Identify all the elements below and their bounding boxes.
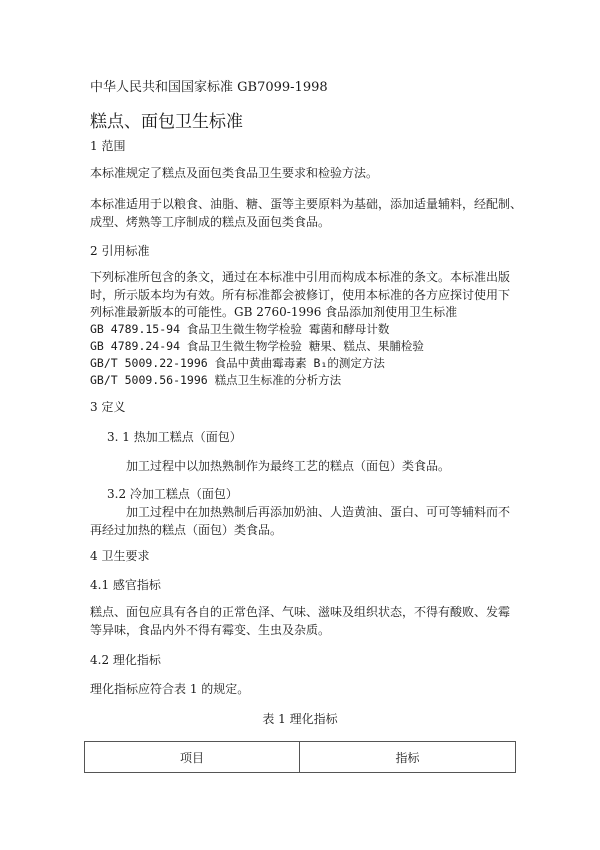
reference-item: GB 4789.15-94 食品卫生微生物学检验 霉菌和酵母计数 [90,322,390,336]
section-4-1-heading: 4.1 感官指标 [90,578,161,592]
section-3-heading: 3 定义 [90,400,126,414]
table-header-indicator: 指标 [300,742,516,773]
standard-header: 中华人民共和国国家标准 GB7099-1998 [90,80,328,95]
definition-2-title: 3.2 冷加工糕点（面包） [107,487,238,501]
section-4-heading: 4 卫生要求 [90,549,150,563]
reference-item: GB 4789.24-94 食品卫生微生物学检验 糖果、糕点、果脯检验 [90,339,424,353]
table-1 [84,741,516,773]
section-1-paragraph-2-line-2: 成型、烤熟等工序制成的糕点及面包类食品。 [90,215,331,229]
section-2-paragraph-line-3: 列标准最新版本的可能性。GB 2760-1996 食品添加剂使用卫生标准 [90,305,458,319]
table-header-item: 项目 [85,742,300,773]
section-4-2-heading: 4.2 理化指标 [90,653,161,667]
section-2-paragraph-line-2: 时，所示版本均为有效。所有标准都会被修订，使用本标准的各方应探讨使用下 [90,288,511,302]
section-1-paragraph-1: 本标准规定了糕点及面包类食品卫生要求和检验方法。 [90,166,379,180]
section-2-paragraph-line-1: 下列标准所包含的条文，通过在本标准中引用而构成本标准的条文。本标准出版 [90,270,511,284]
definition-2-text-line-2: 再经过加热的糕点（面包）类食品。 [90,523,283,537]
table-1-caption: 表 1 理化指标 [262,712,338,726]
reference-item: GB/T 5009.56-1996 糕点卫生标准的分析方法 [90,373,342,387]
section-4-1-paragraph-line-2: 等异味，食品内外不得有霉变、生虫及杂质。 [90,623,331,637]
section-2-heading: 2 引用标准 [90,244,150,258]
section-4-2-paragraph: 理化指标应符合表 1 的规定。 [90,682,250,696]
section-1-heading: 1 范围 [90,139,126,153]
definition-1-text: 加工过程中以加热熟制作为最终工艺的糕点（面包）类食品。 [126,459,451,473]
section-4-1-paragraph-line-1: 糕点、面包应具有各自的正常色泽、气味、滋味及组织状态，不得有酸败、发霉 [90,605,511,619]
table-header-row [85,742,516,773]
section-1-paragraph-2-line-1: 本标准适用于以粮食、油脂、糖、蛋等主要原料为基础，添加适量辅料，经配制、 [90,197,523,211]
document-title: 糕点、面包卫生标准 [90,112,243,132]
definition-2-text-line-1: 加工过程中在加热熟制后再添加奶油、人造黄油、蛋白、可可等辅料而不 [126,505,511,519]
reference-item: GB/T 5009.22-1996 食品中黄曲霉毒素 B₁的测定方法 [90,356,385,370]
definition-1-title: 3. 1 热加工糕点（面包） [107,430,242,444]
